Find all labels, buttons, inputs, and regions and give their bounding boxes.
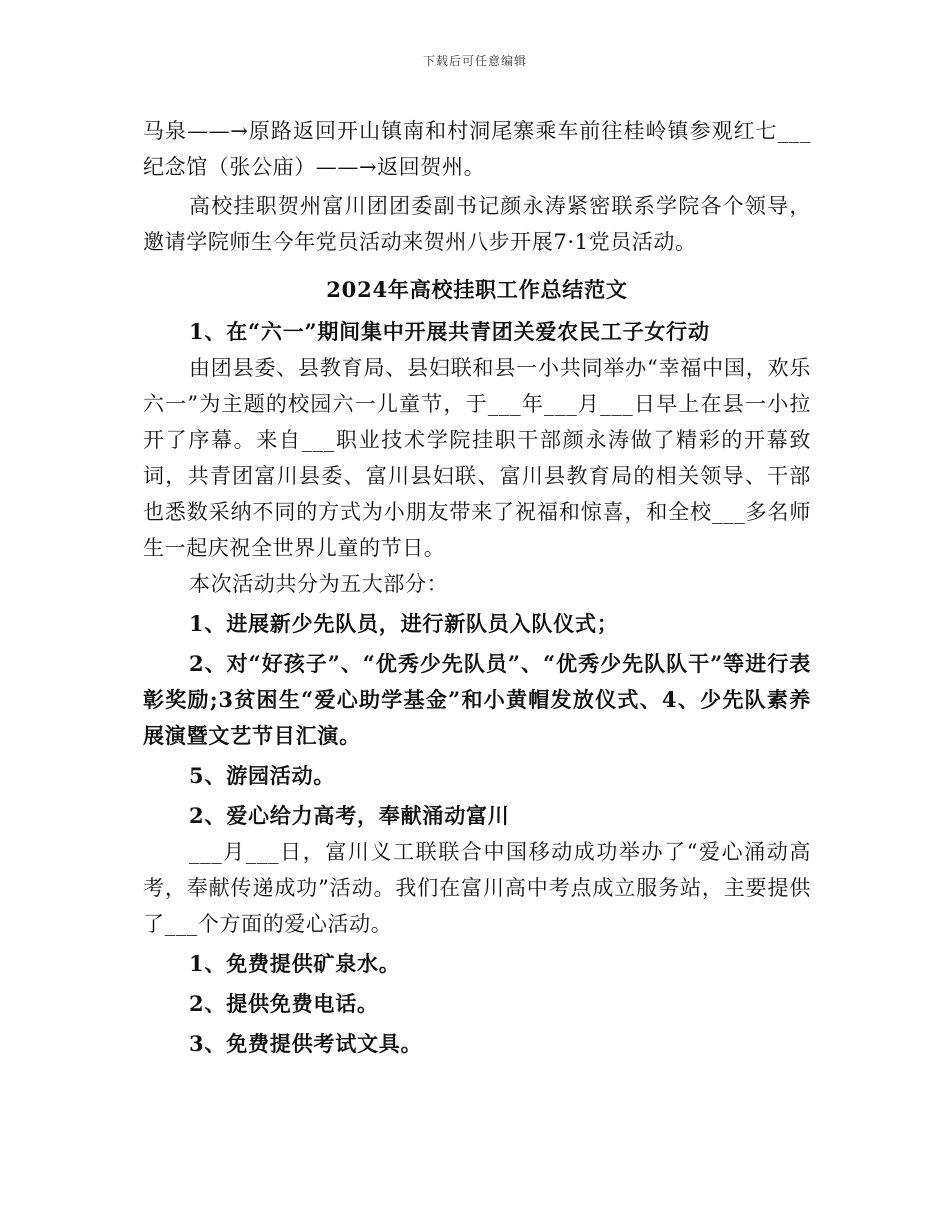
document-body (143, 113, 811, 1062)
paragraph-childrens-day: 由团县委、县教育局、县妇联和县一小共同举办“幸福中国，欢乐六一”为主题的校园六一儿童节，于___年___月___日早上在县一小拉开了序幕。来自___职业技术学院挂职干部颜永涛做了精彩的开幕致词，共青团富川县委、富川县妇联、富川县教育局的相关领导、干部也悉数采纳不同的方式为小朋友带来了祝福和惊喜，和全校___多名师生一起庆祝全世界儿童的节日。 (143, 356, 811, 560)
paragraph-invitation: 高校挂职贺州富川团团委副书记颜永涛紧密联系学院各个领导，邀请学院师生今年党员活动来贺州八步开展7·1党员活动。 (143, 194, 811, 254)
list-item: 5、游园活动。 (189, 763, 336, 788)
paragraph-five-parts: 本次活动共分为五大部分： (189, 572, 449, 596)
paragraph-route: 马泉——→原路返回开山镇南和村洞尾寨乘车前往桂岭镇参观红七___纪念馆（张公庙）——→返回贺州。 (143, 119, 811, 179)
list-item: 1、免费提供矿泉水。 (189, 951, 401, 976)
list-item: 2、对“好孩子”、“优秀少先队员”、“优秀少先队队干”等进行表彰奖励;3贫困生“爱心助学基金”和小黄帽发放仪式、4、少先队素养展演暨文艺节目汇演。 (143, 651, 811, 748)
list-item: 2、提供免费电话。 (189, 991, 379, 1016)
page-header: 下载后可任意编辑 (422, 54, 527, 68)
list-item: 3、免费提供考试文具。 (189, 1031, 423, 1056)
section-heading-2: 2、爱心给力高考，奉献涌动富川 (189, 803, 510, 828)
paragraph-gaokao: ___月___日，富川义工联联合中国移动成功举办了“爱心涌动高考，奉献传递成功”活动。我们在富川高中考点成立服务站，主要提供了___个方面的爱心活动。 (143, 840, 811, 936)
document-title: 2024年高校挂职工作总结范文 (326, 277, 628, 302)
section-heading-1: 1、在“六一”期间集中开展共青团关爱农民工子女行动 (189, 319, 710, 344)
list-item: 1、进展新少先队员，进行新队员入队仪式； (189, 611, 619, 636)
